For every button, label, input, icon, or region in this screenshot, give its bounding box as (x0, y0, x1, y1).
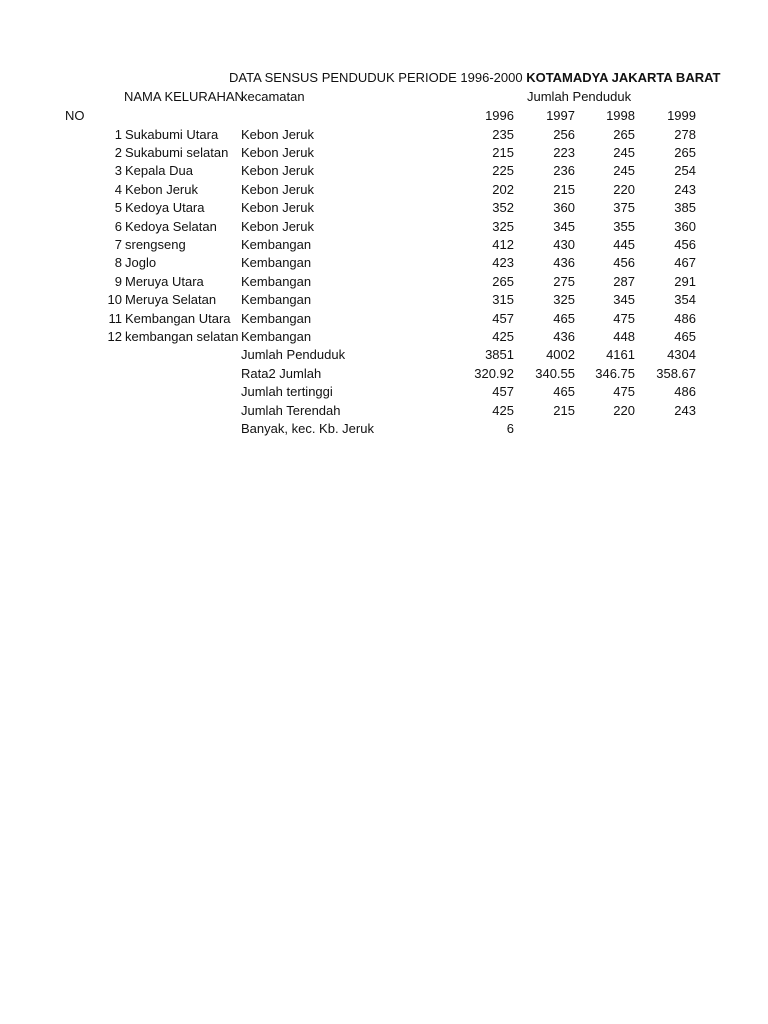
row-number: 2 (114, 144, 122, 160)
row-value-1998: 445 (613, 236, 635, 252)
row-value-1996: 235 (492, 126, 514, 142)
summary-value-1999: 243 (674, 402, 696, 418)
row-number: 4 (114, 181, 122, 197)
row-value-1997: 345 (553, 218, 575, 234)
row-number: 10 (107, 292, 122, 308)
header-no: NO (65, 108, 85, 123)
row-value-1999: 243 (674, 181, 696, 197)
row-kelurahan: kembangan selatan (125, 328, 239, 344)
row-value-1997: 430 (553, 236, 575, 252)
row-number: 11 (108, 310, 122, 326)
row-value-1997: 275 (553, 273, 575, 289)
summary-value-1998: 346.75 (595, 365, 635, 381)
row-value-1999: 465 (674, 328, 696, 344)
summary-value-1999: 486 (674, 384, 696, 400)
row-number: 6 (114, 218, 122, 234)
summary-value-1998: 220 (613, 402, 635, 418)
summary-value-1996: 3851 (485, 347, 514, 363)
header-nama-kelurahan: NAMA KELURAHAN (124, 89, 244, 104)
row-value-1999: 265 (674, 144, 696, 160)
row-number: 8 (114, 255, 122, 271)
row-value-1996: 423 (492, 255, 514, 271)
row-value-1997: 360 (553, 200, 575, 216)
row-value-1996: 225 (492, 163, 514, 179)
row-value-1996: 202 (492, 181, 514, 197)
row-value-1999: 456 (674, 236, 696, 252)
row-value-1998: 245 (613, 144, 635, 160)
summary-label: Banyak, kec. Kb. Jeruk (241, 420, 374, 436)
row-value-1998: 355 (613, 218, 635, 234)
summary-value-1997: 340.55 (535, 365, 575, 381)
row-kecamatan: Kebon Jeruk (241, 144, 314, 160)
row-value-1996: 412 (492, 236, 514, 252)
row-value-1996: 352 (492, 200, 514, 216)
row-value-1997: 436 (553, 255, 575, 271)
summary-label: Jumlah Terendah (241, 402, 341, 418)
row-value-1998: 345 (613, 292, 635, 308)
summary-value-1996: 6 (506, 420, 514, 436)
row-kelurahan: srengseng (125, 236, 186, 252)
row-kelurahan: Kedoya Utara (125, 200, 205, 216)
summary-value-1996: 320.92 (474, 365, 514, 381)
row-kelurahan: Kepala Dua (125, 163, 193, 179)
row-value-1999: 278 (674, 126, 696, 142)
row-value-1996: 215 (492, 144, 514, 160)
row-value-1997: 256 (553, 126, 575, 142)
row-kecamatan: Kebon Jeruk (241, 163, 314, 179)
row-kelurahan: Sukabumi selatan (125, 144, 229, 160)
summary-value-1996: 457 (492, 384, 514, 400)
row-kelurahan: Kembangan Utara (125, 310, 231, 326)
row-value-1998: 448 (613, 328, 635, 344)
row-value-1998: 375 (613, 200, 635, 216)
year-header-1999: 1999 (667, 108, 696, 123)
row-value-1999: 467 (674, 255, 696, 271)
summary-value-1997: 465 (553, 384, 575, 400)
row-number: 3 (114, 163, 122, 179)
row-value-1999: 291 (674, 273, 696, 289)
row-kelurahan: Joglo (125, 255, 157, 271)
row-kecamatan: Kembangan (241, 255, 312, 271)
row-number: 12 (107, 328, 122, 344)
row-number: 7 (114, 236, 122, 252)
row-value-1998: 220 (613, 181, 635, 197)
row-kecamatan: Kebon Jeruk (241, 181, 314, 197)
summary-value-1998: 475 (613, 384, 635, 400)
row-kelurahan: Kebon Jeruk (125, 181, 198, 197)
row-value-1997: 223 (553, 144, 575, 160)
header-jumlah-penduduk: Jumlah Penduduk (527, 89, 632, 104)
sheet-title (229, 69, 720, 87)
row-kecamatan: Kembangan (241, 292, 312, 308)
row-value-1999: 385 (674, 200, 696, 216)
row-value-1999: 354 (674, 292, 696, 308)
row-value-1997: 215 (553, 181, 575, 197)
summary-value-1998: 4161 (606, 347, 635, 363)
row-kelurahan: Meruya Selatan (125, 292, 217, 308)
title-bold: KOTAMADYA JAKARTA BARAT (526, 70, 721, 85)
row-number: 5 (114, 200, 122, 216)
row-kecamatan: Kebon Jeruk (241, 126, 314, 142)
row-value-1997: 436 (553, 328, 575, 344)
row-value-1997: 325 (553, 292, 575, 308)
row-value-1996: 325 (492, 218, 514, 234)
summary-value-1997: 4002 (546, 347, 575, 363)
row-value-1998: 245 (613, 163, 635, 179)
row-number: 1 (114, 126, 122, 142)
row-kecamatan: Kembangan (241, 328, 312, 344)
row-value-1996: 315 (492, 292, 514, 308)
row-value-1999: 254 (674, 163, 696, 179)
year-header-1997: 1997 (546, 108, 575, 123)
summary-label: Jumlah tertinggi (241, 384, 333, 400)
row-value-1997: 236 (553, 163, 575, 179)
row-value-1999: 360 (674, 218, 696, 234)
summary-label: Jumlah Penduduk (241, 347, 346, 363)
header-kecamatan: kecamatan (241, 89, 305, 104)
summary-value-1996: 425 (492, 402, 514, 418)
row-kecamatan: Kembangan (241, 273, 312, 289)
summary-value-1999: 4304 (667, 347, 696, 363)
row-value-1996: 265 (492, 273, 514, 289)
row-value-1998: 287 (613, 273, 635, 289)
row-kecamatan: Kebon Jeruk (241, 218, 314, 234)
row-kecamatan: Kembangan (241, 310, 312, 326)
summary-value-1999: 358.67 (656, 365, 696, 381)
row-value-1998: 265 (613, 126, 635, 142)
row-kelurahan: Kedoya Selatan (125, 218, 217, 234)
row-kecamatan: Kebon Jeruk (241, 200, 314, 216)
title-prefix: DATA SENSUS PENDUDUK PERIODE 1996-2000 (229, 70, 527, 85)
summary-value-1997: 215 (553, 402, 575, 418)
row-value-1998: 475 (613, 310, 635, 326)
row-value-1998: 456 (613, 255, 635, 271)
row-kecamatan: Kembangan (241, 236, 312, 252)
row-kelurahan: Meruya Utara (125, 273, 204, 289)
row-kelurahan: Sukabumi Utara (125, 126, 219, 142)
row-value-1996: 457 (492, 310, 514, 326)
summary-label: Rata2 Jumlah (241, 365, 322, 381)
row-number: 9 (114, 273, 122, 289)
year-header-1998: 1998 (606, 108, 635, 123)
row-value-1999: 486 (674, 310, 696, 326)
row-value-1997: 465 (553, 310, 575, 326)
row-value-1996: 425 (492, 328, 514, 344)
year-header-1996: 1996 (485, 108, 514, 123)
